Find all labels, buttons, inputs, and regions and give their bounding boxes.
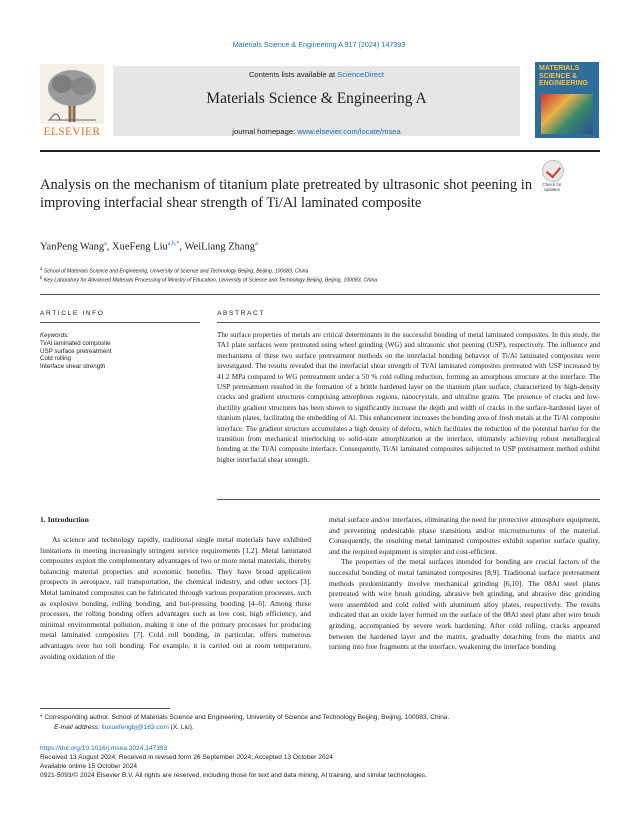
- journal-cover[interactable]: [535, 62, 599, 138]
- intro-left-column: [40, 535, 311, 662]
- corresponding-author-note: * Corresponding author. School of Materials Science and Engineering, University of Science and Technology Beijing, Beijing, 100083, China.: [40, 714, 450, 721]
- email-line: [54, 724, 194, 731]
- cover-title: MATERIALS SCIENCE & ENGINEERING: [539, 65, 589, 87]
- header-divider: [40, 150, 600, 152]
- sciencedirect-link[interactable]: ScienceDirect: [337, 70, 385, 79]
- abstract-end-divider: [217, 499, 600, 500]
- email-label: E-mail address:: [54, 724, 102, 731]
- publisher-name: ELSEVIER: [43, 126, 101, 138]
- affiliation-sup: a: [40, 266, 43, 271]
- contents-prefix: Contents lists available at: [248, 70, 338, 79]
- abstract-text: The surface properties of metals are critical determinants in the successful bonding of metal laminated composites. In this study, the TA1 plate surfaces were pretreated using wheel grinding (WG) and ultrasonic shot peening (USP), respectively. The influence and mechanisms of these two surface pretreatment methods on the interfacial bonding behavior of Ti/Al laminated composites were investigated. The results revealed that the interfacial shear strength of Ti/Al laminated composites pretreated with USP increased by 41.2 MPa compared to WG pretreatment under a 50 % cold rolling reduction, forming an amorphous structure at the interface. The USP pretreatment resulted in the formation of a brittle hardened layer on the titanium plate surface, characterized by high-density cracks and gradient structures comprising amorphous regions, nanocrystals, and ultrafine grains. The presence of cracks and low-ductility gradient structures has been shown to significantly increase the depth and width of cracks in the surface-hardened layer of titanium plates, facilitating the embedding of Al. This enhancement increases the bonding area of fresh metals at the Ti/Al composite interface. The gradient structure accumulates a high density of defects, which facilitates the reduction of the potential barrier for the transition from mechanical interlocking to solid-state amorphization at the interface, ultimately achieving robust metallurgical bonding at the Ti/Al composite interface. Consequently, Ti/Al laminated composites subjected to USP pretreatment method exhibit higher interfacial shear strength.: [217, 331, 600, 464]
- abstract-divider: [217, 322, 600, 323]
- article-info-heading: ARTICLE INFO: [40, 310, 105, 317]
- author-sup[interactable]: a: [104, 241, 107, 247]
- affiliation: [40, 266, 308, 275]
- author-sup[interactable]: a: [255, 241, 258, 247]
- author-name[interactable]: YanPeng Wang: [40, 241, 105, 253]
- body-paragraph: The properties of the metal surfaces intended for bonding are crucial factors of the successful bonding of metal laminated composites [8,9]. Traditional surface pretreatment methods predominantly involve mechanical grinding [6,10]. The 08Al steel plates pretreated with wire brush grinding, abrasive belt grinding, and abrasive disc grinding were assembled and cold rolled with aluminum alloy plates, respectively. The results indicated that an oxide layer formed on the surface of the 08Al steel plate after wire brush grinding, accompanied by severe work hardening. After cold rolling, cracks appeared between the hardened layer and the matrix, gradually detaching from the matrix and turning into free fragments at the interface, weakening the interface bonding: [329, 557, 600, 652]
- affiliation-text: School of Materials Science and Engineering, University of Science and Technology Beijing, Beijing, 100083, China: [43, 268, 309, 275]
- keyword: Interface shear strength: [40, 363, 106, 371]
- footnote-divider: [40, 708, 170, 709]
- author-name[interactable]: WeiLiang Zhang: [184, 241, 256, 253]
- received-dates: Received 13 August 2024; Received in revised form 26 September 2024; Accepted 13 October 2024: [40, 754, 333, 761]
- affiliation-text: Key Laboratory for Advanced Materials Processing of Ministry of Education, University of Science and Technology Beijing, Beijing, 100083, China: [43, 277, 378, 284]
- cover-image: [541, 94, 593, 134]
- available-online: Available online 15 October 2024: [40, 763, 138, 770]
- affiliation-divider: [40, 294, 600, 295]
- homepage-line: [113, 127, 520, 136]
- affiliation-sup: b: [40, 275, 43, 280]
- author-list: YanPeng Wang$^a$, XueFeng Liu$^{a,b,*}$, WeiLiang Zhang$^a$: [40, 241, 258, 253]
- check-for-updates-badge[interactable]: [537, 160, 567, 194]
- homepage-link[interactable]: www.elsevier.com/locate/msea: [297, 127, 401, 136]
- copyright-line: 0921-5093/© 2024 Elsevier B.V. All rights are reserved, including those for text and data mining, AI training, and similar technologies.: [40, 772, 427, 779]
- keyword: Ti/Al laminated composite: [40, 339, 111, 347]
- author-name[interactable]: XueFeng Liu: [112, 241, 168, 253]
- article-title: Analysis on the mechanism of titanium plate pretreated by ultrasonic shot peening in improving interfacial shear strength of Ti/Al laminated composite: [40, 177, 533, 211]
- email-suffix: (X. Liu).: [168, 724, 194, 731]
- article-info-divider: [40, 322, 200, 323]
- check-updates-icon: [542, 160, 564, 182]
- body-paragraph: As science and technology rapidly, traditional single metal materials have exhibited limitations in meeting increasingly stringent service requirements [1,2]. Metal laminated composites exploit the complementary advantages of two or more metal materials, thereby balancing material properties and economic benefits. They have broad application prospects in aerospace, rail transportation, the chemical industry, and other sectors [3]. Metal laminated composites can be fabricated through various preparation processes, such as explosive bonding, rolling bonding, and hot-pressing bonding [4–6]. Among these processes, the rolling bonding offers advantages such as low cost, high efficiency, and minimal environmental pollution, making it one of the primary processes for producing metal laminated composites [7]. Cold roll bonding, in particular, offers numerous advantages over hot roll bonding. For example, it is carried out at room temperature, avoiding oxidation of the: [40, 535, 311, 661]
- journal-reference[interactable]: Materials Science & Engineering A 917 (2024) 147393: [232, 40, 406, 49]
- keywords-label: Keywords:: [40, 332, 69, 339]
- homepage-prefix: journal homepage:: [232, 127, 298, 136]
- check-updates-label: Check for updates: [542, 182, 562, 192]
- body-paragraph: metal surface and/or interfaces, eliminating the need for protective atmosphere equipment, and preventing undesirable phase transitions and/or microstructures of the material. Consequently, the resulting metal laminated composites exhibit superior surface quality, and the required equipment is simpler and cost-efficient.: [329, 515, 600, 556]
- abstract-heading: ABSTRACT: [217, 310, 265, 317]
- affiliation: [40, 275, 377, 284]
- intro-right-column: [329, 515, 600, 653]
- keyword: Cold rolling: [40, 355, 71, 363]
- keywords-block: [40, 332, 111, 371]
- journal-title: Materials Science & Engineering A: [206, 90, 427, 107]
- author-sup[interactable]: a,b,*: [167, 241, 180, 247]
- section-heading-introduction: 1. Introduction: [40, 515, 89, 524]
- doi-link[interactable]: https://doi.org/10.1016/j.msea.2024.147393: [40, 745, 168, 752]
- contents-line: [113, 70, 520, 79]
- keyword: USP surface pretreatment: [40, 347, 112, 355]
- email-link[interactable]: liuxuefengbj@163.com: [101, 724, 169, 731]
